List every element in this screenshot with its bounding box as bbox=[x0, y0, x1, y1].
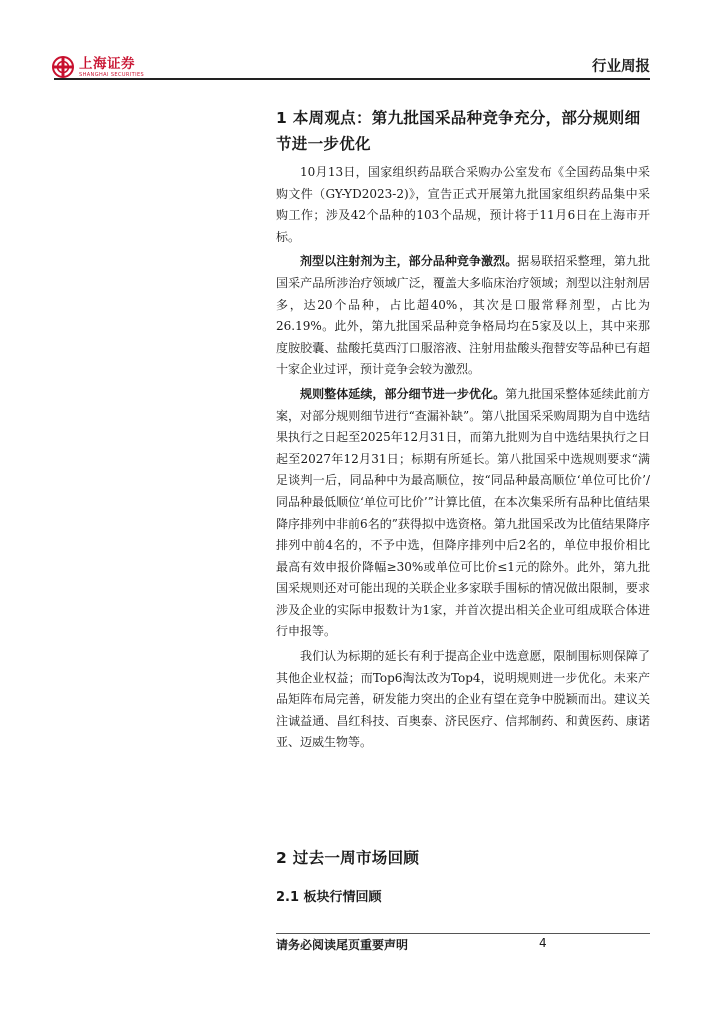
footer-divider bbox=[276, 933, 650, 934]
section-1-heading: 1 本周观点：第九批国采品种竞争充分，部分规则细节进一步优化 bbox=[276, 109, 641, 153]
paragraph-3-text: 第九批国采整体延续此前方案，对部分规则细节进行“查漏补缺”。第八批国采采购周期为自中选结果执行之日起至2025年12月31日，而第九批则为自中选结果执行之日起至2027年12月31日；标期有所延长。第八批国采中选规则要求“满足谈判一后，同品种中为最高顺位，按“同品种最高顺位‘单位可比价’/同品种最低顺位‘单位可比价’”计算比值，在本次集采所有品种比值结果降序排列中非前6名的”获得拟中选资格。第九批国采改为比值结果降序排列中前4名的，不予中选，但降序排列中后2名的，单位申报价相比最高有效申报价降幅≥30%或单位可比价≤1元的除外。此外，第九批国采规则还对可能出现的关联企业多家联手围标的情况做出限制，要求涉及企业的实际申报数计为1家，并首次提出相关企业可组成联合体进行申报等。 bbox=[276, 386, 650, 639]
paragraph-2 bbox=[276, 251, 650, 381]
section-1-body bbox=[276, 162, 650, 754]
header-divider bbox=[54, 78, 650, 80]
logo-emblem-icon bbox=[52, 56, 74, 78]
footer-disclaimer: 请务必阅读尾页重要声明 bbox=[276, 938, 409, 952]
paragraph-3 bbox=[276, 384, 650, 643]
paragraph-1: 10月13日，国家组织药品联合采购办公室发布《全国药品集中采购文件（GY-YD2023-2)》，宣告正式开展第九批国家组织药品集中采购工作；涉及42个品种的103个品规，预计将于11月6日在上海市开标。 bbox=[276, 165, 650, 244]
section-2-1-heading: 2.1 板块行情回顾 bbox=[276, 890, 382, 905]
logo-text-cn: 上海证券 bbox=[79, 56, 135, 72]
paragraph-2-lead: 剂型以注射剂为主，部分品种竞争激烈。 bbox=[300, 254, 518, 269]
paragraph-3-lead: 规则整体延续，部分细节进一步优化。 bbox=[300, 386, 506, 401]
page-number: 4 bbox=[539, 936, 547, 950]
report-type-title: 行业周报 bbox=[592, 59, 650, 75]
logo-text-en: SHANGHAI SECURITIES bbox=[79, 72, 145, 78]
paragraph-2-text: 据易联招采整理，第九批国采产品所涉治疗领域广泛，覆盖大多临床治疗领域；剂型以注射剂居多，达20个品种，占比超40%，其次是口服常释剂型，占比为26.19%。此外，第九批国采品种竞争格局均在5家及以上，其中来那度胺胶囊、盐酸托莫西汀口服溶液、注射用盐酸头孢替安等品种已有超十家企业过评，预计竞争会较为激烈。 bbox=[276, 254, 650, 377]
paragraph-4: 我们认为标期的延长有利于提高企业中选意愿，限制围标则保障了其他企业权益；而Top6淘汰改为Top4，说明规则进一步优化。未来产品矩阵布局完善，研发能力突出的企业有望在竞争中脱颖而出。建议关注诚益通、昌红科技、百奥泰、济民医疗、信邦制药、和黄医药、康诺亚、迈威生物等。 bbox=[276, 649, 650, 750]
section-2-heading: 2 过去一周市场回顾 bbox=[276, 849, 420, 867]
brand-logo bbox=[52, 56, 144, 78]
